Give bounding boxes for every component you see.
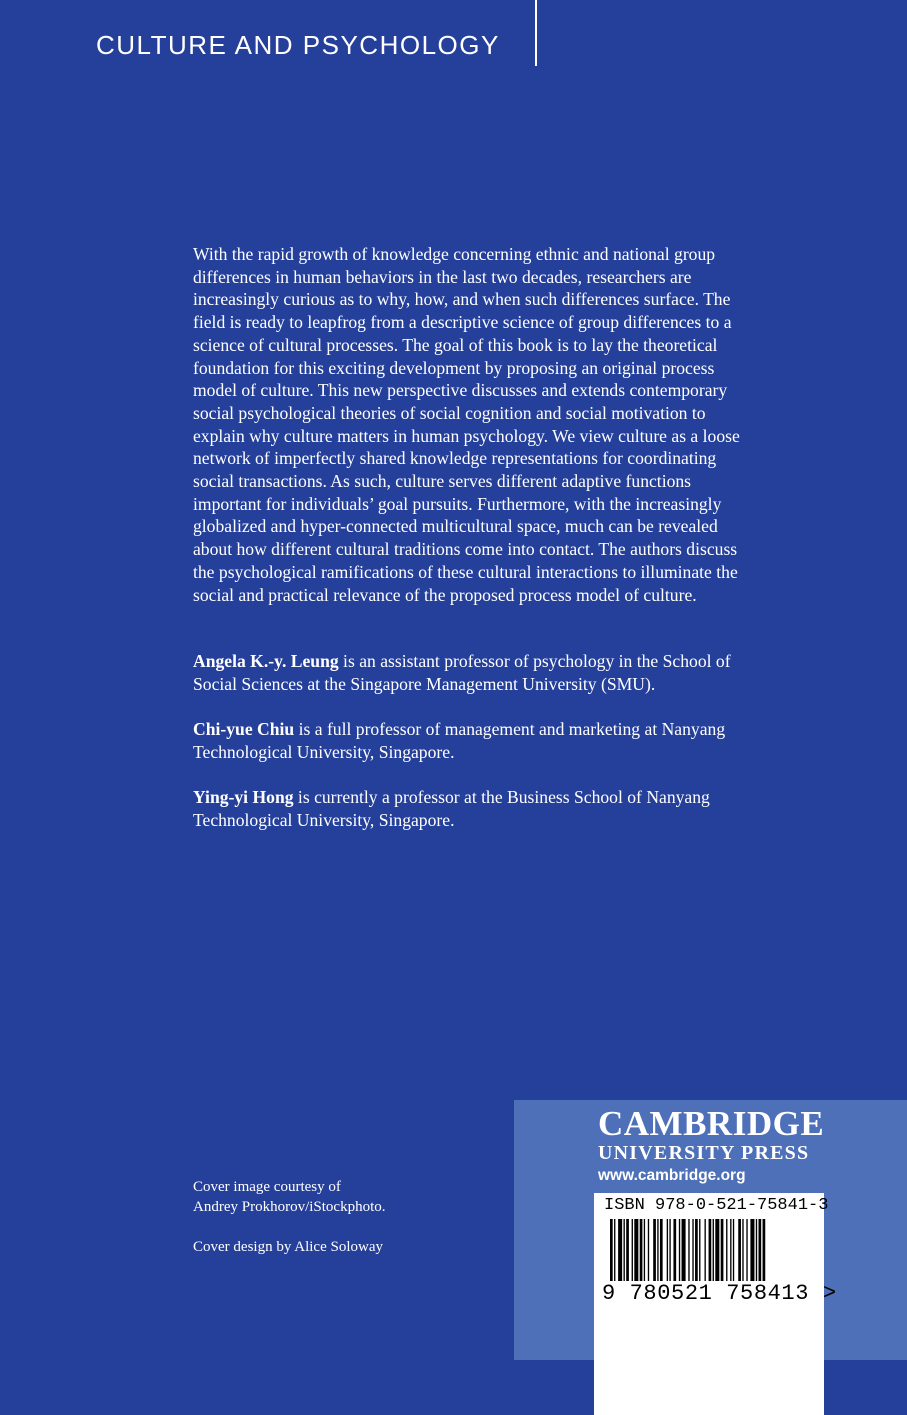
publisher-url[interactable]: www.cambridge.org	[598, 1167, 746, 1184]
book-description	[193, 243, 749, 606]
publisher-subtitle: UNIVERSITY PRESS	[598, 1142, 810, 1164]
author-bio-2	[193, 718, 753, 763]
author-bio-text: is currently a professor at the Business School of Nanyang Technological University, Singapore.	[193, 787, 710, 830]
publisher-panel	[514, 1100, 907, 1360]
author-name: Ying-yi Hong	[193, 787, 294, 807]
cover-image-credit	[193, 1177, 386, 1217]
cover-design-credit: Cover design by Alice Soloway	[193, 1239, 383, 1255]
author-bio-text: is an assistant professor of psychology in the School of Social Sciences at the Singapore Management University (SMU).	[193, 651, 731, 694]
publisher-name: CAMBRIDGE	[598, 1104, 825, 1143]
author-bio-1	[193, 650, 753, 695]
credit-line: Cover image courtesy of	[193, 1179, 341, 1195]
series-title: CULTURE AND PSYCHOLOGY	[96, 30, 500, 60]
barcode	[594, 1193, 837, 1415]
author-name: Angela K.-y. Leung	[193, 651, 339, 671]
author-bio-text: is a full professor of management and marketing at Nanyang Technological University, Singapore.	[193, 719, 726, 762]
barcode-digits: 9 780521 758413 >	[602, 1281, 837, 1306]
author-bio-3	[193, 786, 753, 831]
series-divider	[535, 0, 537, 66]
description-text: With the rapid growth of knowledge concerning ethnic and national group differences in human behaviors in the last two decades, researchers are increasingly curious as to why, how, and when such differences surface. The field is ready to leapfrog from a descriptive science of group differences to a science of cultural processes. The goal of this book is to lay the theoretical foundation for this exciting development by proposing an original process model of culture. This new perspective discusses and extends contemporary social psychological theories of social cognition and social motivation to explain why culture matters in human psychology. We view culture as a loose network of imperfectly shared knowledge representations for coordinating social transactions. As such, culture serves different adaptive functions important for individuals’ goal pursuits. Furthermore, with the increasingly globalized and hyper-connected multicultural space, much can be revealed about how different cultural traditions come into contact. The authors discuss the psychological ramifications of these cultural interactions to illuminate the social and practical relevance of the proposed process model of culture.	[193, 244, 740, 605]
isbn-label: ISBN 978-0-521-75841-3	[604, 1196, 829, 1215]
author-name: Chi-yue Chiu	[193, 719, 295, 739]
credit-line: Andrey Prokhorov/iStockphoto.	[193, 1199, 386, 1215]
